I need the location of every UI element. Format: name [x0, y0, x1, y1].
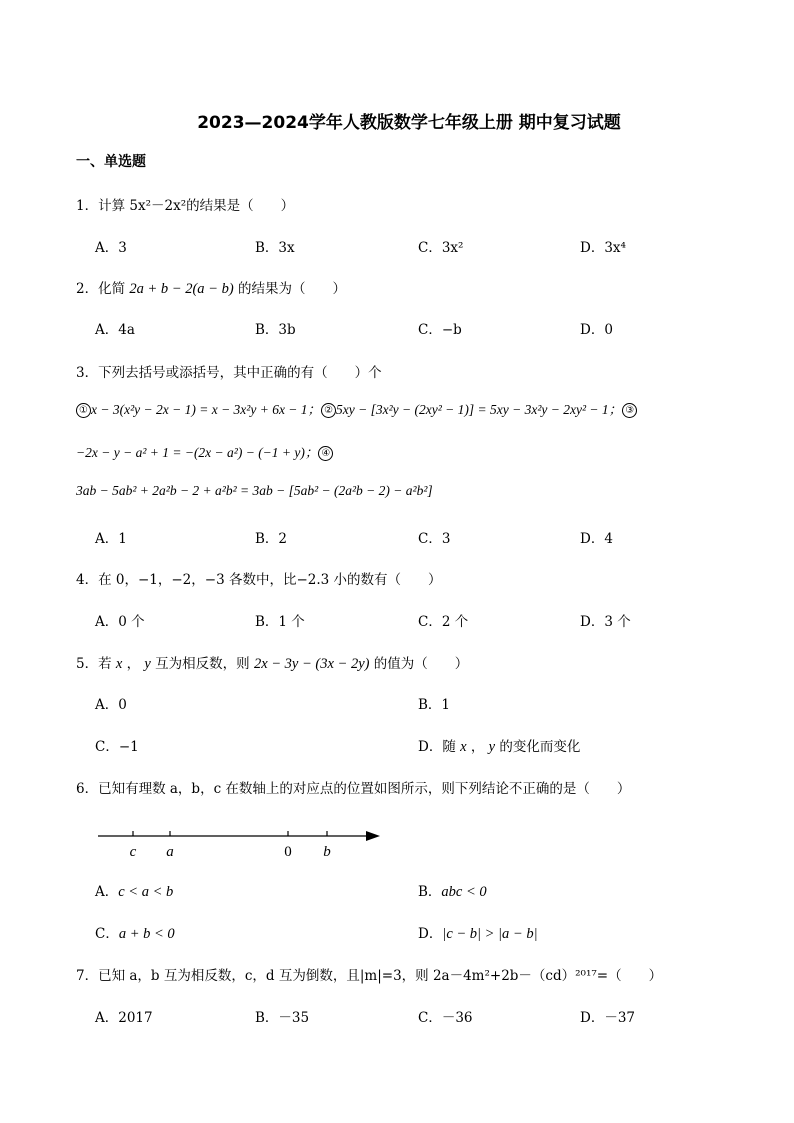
q6-option-d[interactable]	[418, 922, 538, 943]
question-2-stem	[76, 277, 346, 298]
q2-option-b[interactable]: B．3b	[255, 322, 296, 338]
q6-option-c-letter: C．	[95, 926, 119, 942]
q7-option-c[interactable]: C．－36	[418, 1010, 473, 1026]
marker-4: ④	[318, 446, 333, 461]
q6-option-b-math: abc < 0	[441, 884, 487, 900]
q5-var-y: y	[144, 656, 151, 672]
number-line-figure	[96, 822, 396, 868]
question-6-stem: 6．已知有理数 a，b，c 在数轴上的对应点的位置如图所示，则下列结论不正确的是（ ）	[76, 781, 631, 797]
q3-item-2: 5xy − [3x²y − (2xy² − 1)] = 5xy − 3x²y − 2xy² − 1；	[336, 402, 623, 417]
q3-item-4: 3ab − 5ab² + 2a²b − 2 + a²b² = 3ab − [5ab² − (2a²b − 2) − a²b²]	[76, 483, 433, 498]
q5-option-d-x: x	[460, 739, 467, 755]
q2-option-c[interactable]: C．−b	[418, 322, 462, 338]
q7-option-a[interactable]: A．2017	[95, 1010, 153, 1026]
q5-separator: ，	[122, 656, 145, 672]
q5-option-b[interactable]: B．1	[418, 697, 451, 713]
q4-option-c[interactable]: C．2 个	[418, 614, 469, 630]
q2-stem-pre: 2．化简	[76, 281, 130, 297]
q5-option-d-y: y	[488, 739, 496, 755]
question-1-stem: 1．计算 5x²－2x²的结果是（ ）	[76, 198, 295, 214]
q6-option-d-letter: D．	[418, 926, 443, 942]
q6-option-b[interactable]	[418, 880, 487, 901]
q3-items-row-1	[76, 398, 637, 418]
marker-1: ①	[76, 403, 91, 418]
page-title: 2023—2024学年人教版数学七年级上册 期中复习试题	[197, 113, 621, 133]
question-7-stem: 7．已知 a，b 互为相反数，c，d 互为倒数，且|m|=3，则 2a－4m²+2b－（cd）²⁰¹⁷=（ ）	[76, 968, 663, 984]
label-zero: 0	[284, 844, 292, 860]
q4-option-d[interactable]: D．3 个	[580, 614, 631, 630]
q2-option-d[interactable]: D．0	[580, 322, 613, 338]
q6-option-b-letter: B．	[418, 884, 442, 900]
q3-item-1: x − 3(x²y − 2x − 1) = x − 3x²y + 6x − 1；	[91, 402, 322, 417]
q4-option-b[interactable]: B．1 个	[255, 614, 305, 630]
q3-option-c[interactable]: C．3	[418, 531, 451, 547]
q5-option-c[interactable]: C．−1	[95, 739, 139, 755]
q1-option-d[interactable]: D．3x⁴	[580, 240, 626, 256]
q6-option-c-math: a + b < 0	[118, 926, 175, 942]
q5-stem-pre: 5．若	[76, 656, 116, 672]
question-5-stem	[76, 652, 468, 673]
q2-option-a[interactable]: A．4a	[95, 322, 135, 338]
marker-2: ②	[321, 403, 336, 418]
q3-item-3: −2x − y − a² + 1 = −(2x − a²) − (−1 + y)；	[76, 445, 319, 460]
q5-option-d-pre: D．随	[418, 739, 461, 755]
question-3-stem: 3．下列去括号或添括号，其中正确的有（ ）个	[76, 365, 382, 381]
q5-var-x: x	[115, 656, 123, 672]
q6-option-a-letter: A．	[95, 884, 119, 900]
q5-option-d[interactable]	[418, 735, 580, 756]
q5-option-a[interactable]: A．0	[95, 697, 127, 713]
q1-option-c[interactable]: C．3x²	[418, 240, 464, 256]
q1-option-a[interactable]: A．3	[95, 240, 127, 256]
q5-stem-post: 的值为（ ）	[369, 656, 469, 672]
q2-stem-post: 的结果为（ ）	[233, 281, 346, 297]
section-heading: 一、单选题	[76, 154, 146, 170]
q5-expression: 2x − 3y − (3x − 2y)	[253, 656, 370, 672]
q7-option-d[interactable]: D．－37	[580, 1010, 636, 1026]
q5-stem-mid: 互为相反数，则	[150, 656, 254, 672]
q6-option-a-math: c < a < b	[118, 884, 174, 900]
question-4-stem: 4．在 0，−1，−2，−3 各数中，比−2.3 小的数有（ ）	[76, 572, 442, 588]
q1-option-b[interactable]: B．3x	[255, 240, 295, 256]
arrow-right-icon	[366, 831, 380, 841]
q3-items-row-2	[76, 441, 333, 461]
label-b: b	[323, 844, 331, 860]
q6-option-a[interactable]	[95, 880, 173, 901]
q7-option-b[interactable]: B．－35	[255, 1010, 310, 1026]
q5-option-d-sep: ，	[466, 739, 489, 755]
q5-option-d-post: 的变化而变化	[495, 739, 581, 755]
q2-expression: 2a + b − 2(a − b)	[129, 281, 234, 297]
label-c: c	[129, 844, 137, 860]
label-a: a	[166, 844, 174, 860]
q3-option-b[interactable]: B．2	[255, 531, 288, 547]
marker-3: ③	[622, 403, 637, 418]
q6-option-c[interactable]	[95, 922, 175, 943]
q3-option-d[interactable]: D．4	[580, 531, 613, 547]
q4-option-a[interactable]: A．0 个	[95, 614, 145, 630]
q6-option-d-math: |c − b| > |a − b|	[442, 926, 538, 942]
q3-option-a[interactable]: A．1	[95, 531, 127, 547]
